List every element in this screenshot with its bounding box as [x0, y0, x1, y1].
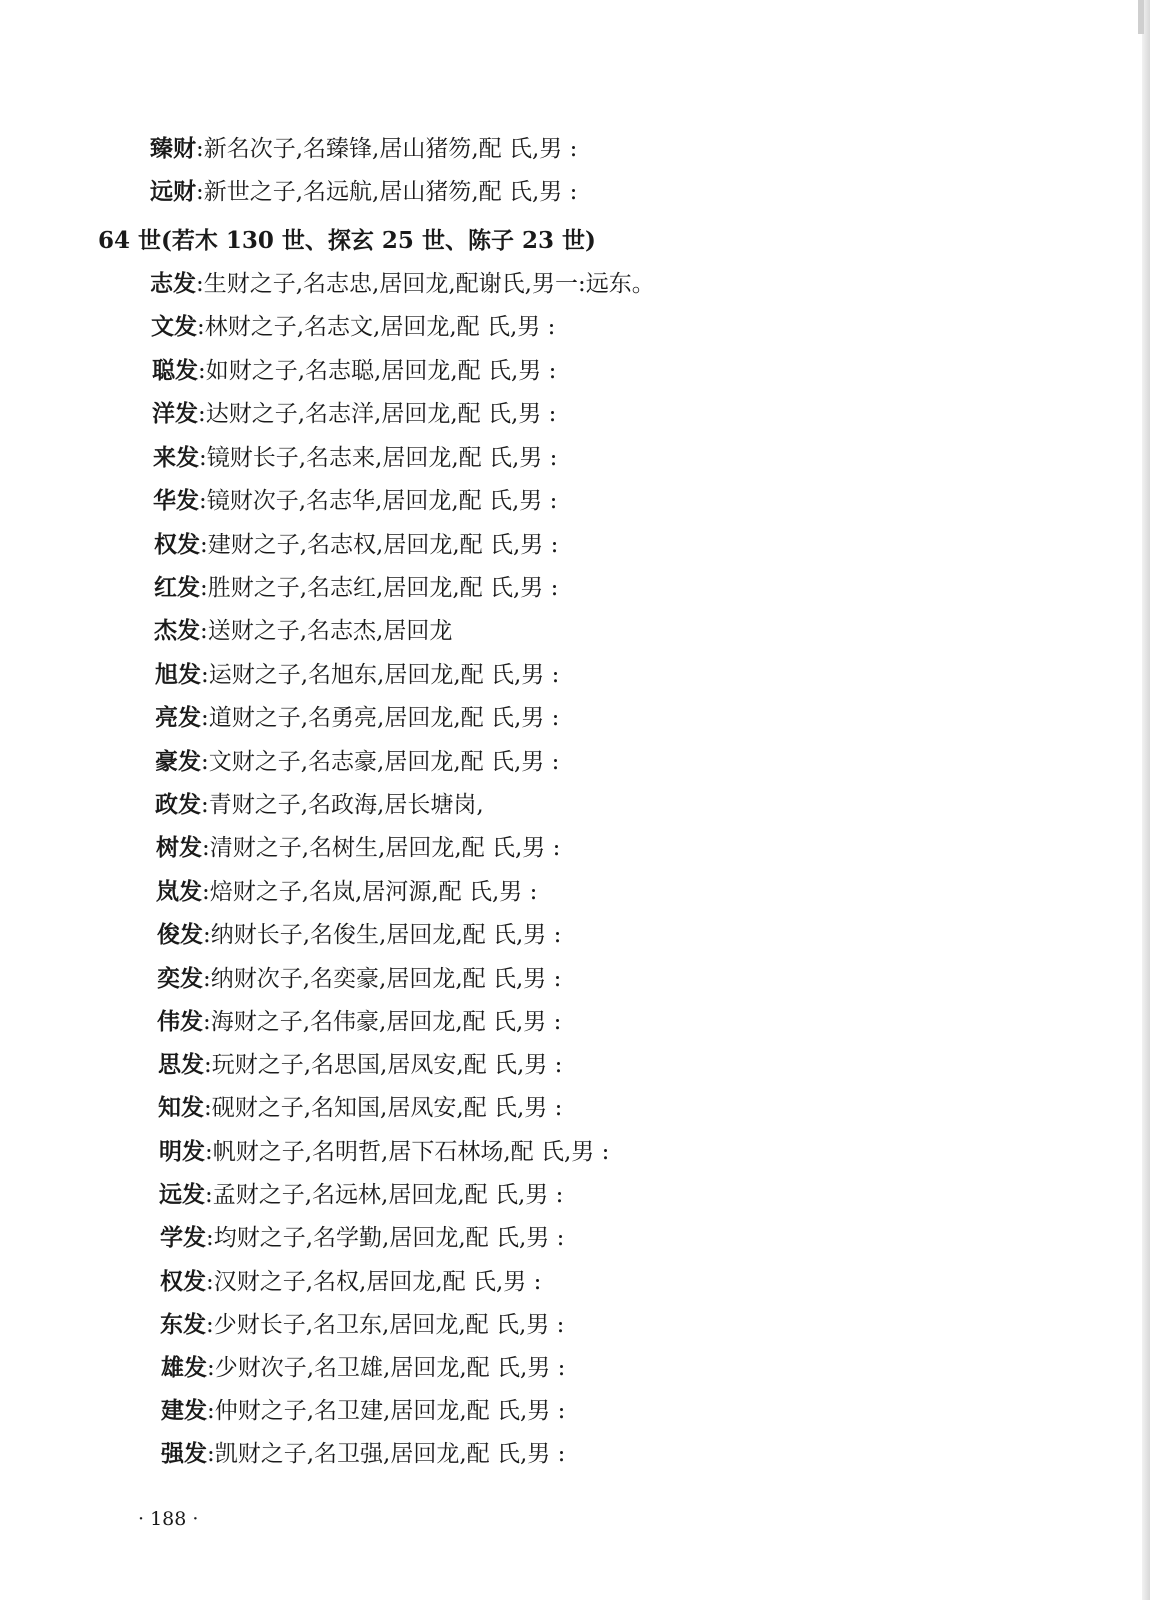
genealogy-entry [154, 529, 558, 561]
entry-text: :道财之子,名勇亮,居回龙,配 氏,男 : [201, 705, 560, 731]
genealogy-entry [161, 1352, 565, 1384]
entry-text: :镜财次子,名志华,居回龙,配 氏,男 : [199, 488, 558, 514]
entry-name: 臻财 [150, 135, 196, 162]
entry-text: :清财之子,名树生,居回龙,配 氏,男 : [202, 835, 561, 861]
page-number: · 188 · [138, 1508, 199, 1530]
entry-text: :凯财之子,名卫强,居回龙,配 氏,男 : [207, 1441, 566, 1467]
entry-name: 思发 [158, 1051, 204, 1078]
genealogy-entry [155, 789, 484, 821]
entry-name: 岚发 [156, 878, 202, 905]
genealogy-entry [160, 1222, 564, 1254]
genealogy-entry [160, 1266, 541, 1298]
entry-name: 建发 [161, 1397, 207, 1424]
entry-name: 雄发 [161, 1354, 207, 1381]
genealogy-entry [157, 919, 561, 951]
entry-name: 豪发 [155, 748, 201, 775]
genealogy-entry [154, 572, 558, 604]
genealogy-entry [152, 355, 556, 387]
entry-name: 志发 [150, 270, 196, 297]
entry-text: :均财之子,名学勤,居回龙,配 氏,男 : [206, 1225, 565, 1251]
entry-name: 知发 [158, 1094, 204, 1121]
genealogy-entry [159, 1179, 563, 1211]
genealogy-entry [155, 659, 559, 691]
entry-name: 奕发 [157, 965, 203, 992]
entry-name: 权发 [154, 531, 200, 558]
entry-name: 东发 [160, 1311, 206, 1338]
entry-text: :少财长子,名卫东,居回龙,配 氏,男 : [206, 1312, 565, 1338]
entry-name: 华发 [153, 487, 199, 514]
entry-text: :建财之子,名志权,居回龙,配 氏,男 : [200, 532, 559, 558]
entry-name: 洋发 [152, 400, 198, 427]
entry-text: :青财之子,名政海,居长塘岗, [201, 792, 484, 818]
entry-text: :新世之子,名远航,居山猪笏,配 氏,男 : [196, 179, 578, 205]
entry-text: :帆财之子,名明哲,居下石林场,配 氏,男 : [205, 1139, 610, 1165]
entry-text: :纳财次子,名奕豪,居回龙,配 氏,男 : [203, 966, 562, 992]
genealogy-entry [150, 268, 655, 300]
entry-name: 树发 [156, 834, 202, 861]
genealogy-entry [158, 1092, 562, 1124]
genealogy-entry [153, 442, 557, 474]
genealogy-entry [156, 832, 560, 864]
genealogy-entry [155, 746, 559, 778]
entry-text: :玩财之子,名思国,居凤安,配 氏,男 : [204, 1052, 563, 1078]
entry-text: :林财之子,名志文,居回龙,配 氏,男 : [197, 314, 556, 340]
genealogy-entry [157, 963, 561, 995]
entry-text: :运财之子,名旭东,居回龙,配 氏,男 : [201, 662, 560, 688]
entry-text: :达财之子,名志洋,居回龙,配 氏,男 : [198, 401, 557, 427]
entry-text: :胜财之子,名志红,居回龙,配 氏,男 : [200, 575, 559, 601]
genealogy-entry [155, 702, 559, 734]
entry-text: :送财之子,名志杰,居回龙 [200, 618, 453, 644]
genealogy-entry [153, 485, 557, 517]
genealogy-entry [157, 1006, 561, 1038]
genealogy-entry [154, 615, 452, 647]
genealogy-entry [150, 133, 577, 165]
entry-name: 远发 [159, 1181, 205, 1208]
genealogy-entry [158, 1049, 562, 1081]
entry-name: 政发 [155, 791, 201, 818]
entry-text: :纳财长子,名俊生,居回龙,配 氏,男 : [203, 922, 562, 948]
entry-name: 明发 [159, 1138, 205, 1165]
entry-name: 杰发 [154, 617, 200, 644]
genealogy-entry [150, 176, 577, 208]
genealogy-entry [161, 1395, 565, 1427]
entry-text: :新名次子,名臻锋,居山猪笏,配 氏,男 : [196, 136, 578, 162]
entry-text: :如财之子,名志聪,居回龙,配 氏,男 : [198, 358, 557, 384]
genealogy-entry [152, 398, 556, 430]
entry-text: :文财之子,名志豪,居回龙,配 氏,男 : [201, 749, 560, 775]
entry-name: 旭发 [155, 661, 201, 688]
entry-name: 伟发 [157, 1008, 203, 1035]
entry-name: 聪发 [152, 357, 198, 384]
genealogy-entry [161, 1438, 565, 1470]
genealogy-entry [160, 1309, 564, 1341]
entry-name: 亮发 [155, 704, 201, 731]
entry-name: 红发 [154, 574, 200, 601]
entry-name: 强发 [161, 1440, 207, 1467]
entry-text: :汉财之子,名权,居回龙,配 氏,男 : [206, 1269, 542, 1295]
genealogy-entry [156, 876, 537, 908]
entry-name: 俊发 [157, 921, 203, 948]
entry-text: :焙财之子,名岚,居河源,配 氏,男 : [202, 879, 538, 905]
entry-name: 学发 [160, 1224, 206, 1251]
entry-text: :仲财之子,名卫建,居回龙,配 氏,男 : [207, 1398, 566, 1424]
entry-name: 来发 [153, 444, 199, 471]
generation-heading: 64 世(若木 130 世、探玄 25 世、陈子 23 世) [98, 227, 596, 254]
entry-text: :少财次子,名卫雄,居回龙,配 氏,男 : [207, 1355, 566, 1381]
entry-text: :海财之子,名伟豪,居回龙,配 氏,男 : [203, 1009, 562, 1035]
genealogy-entry [159, 1136, 609, 1168]
genealogy-entry [151, 311, 555, 343]
entry-name: 文发 [151, 313, 197, 340]
entry-text: :镜财长子,名志来,居回龙,配 氏,男 : [199, 445, 558, 471]
entry-name: 远财 [150, 178, 196, 205]
entry-text: :砚财之子,名知国,居凤安,配 氏,男 : [204, 1095, 563, 1121]
entry-text: :孟财之子,名远林,居回龙,配 氏,男 : [205, 1182, 564, 1208]
entry-text: :生财之子,名志忠,居回龙,配谢氏,男一:远东。 [196, 271, 655, 297]
entry-name: 权发 [160, 1268, 206, 1295]
